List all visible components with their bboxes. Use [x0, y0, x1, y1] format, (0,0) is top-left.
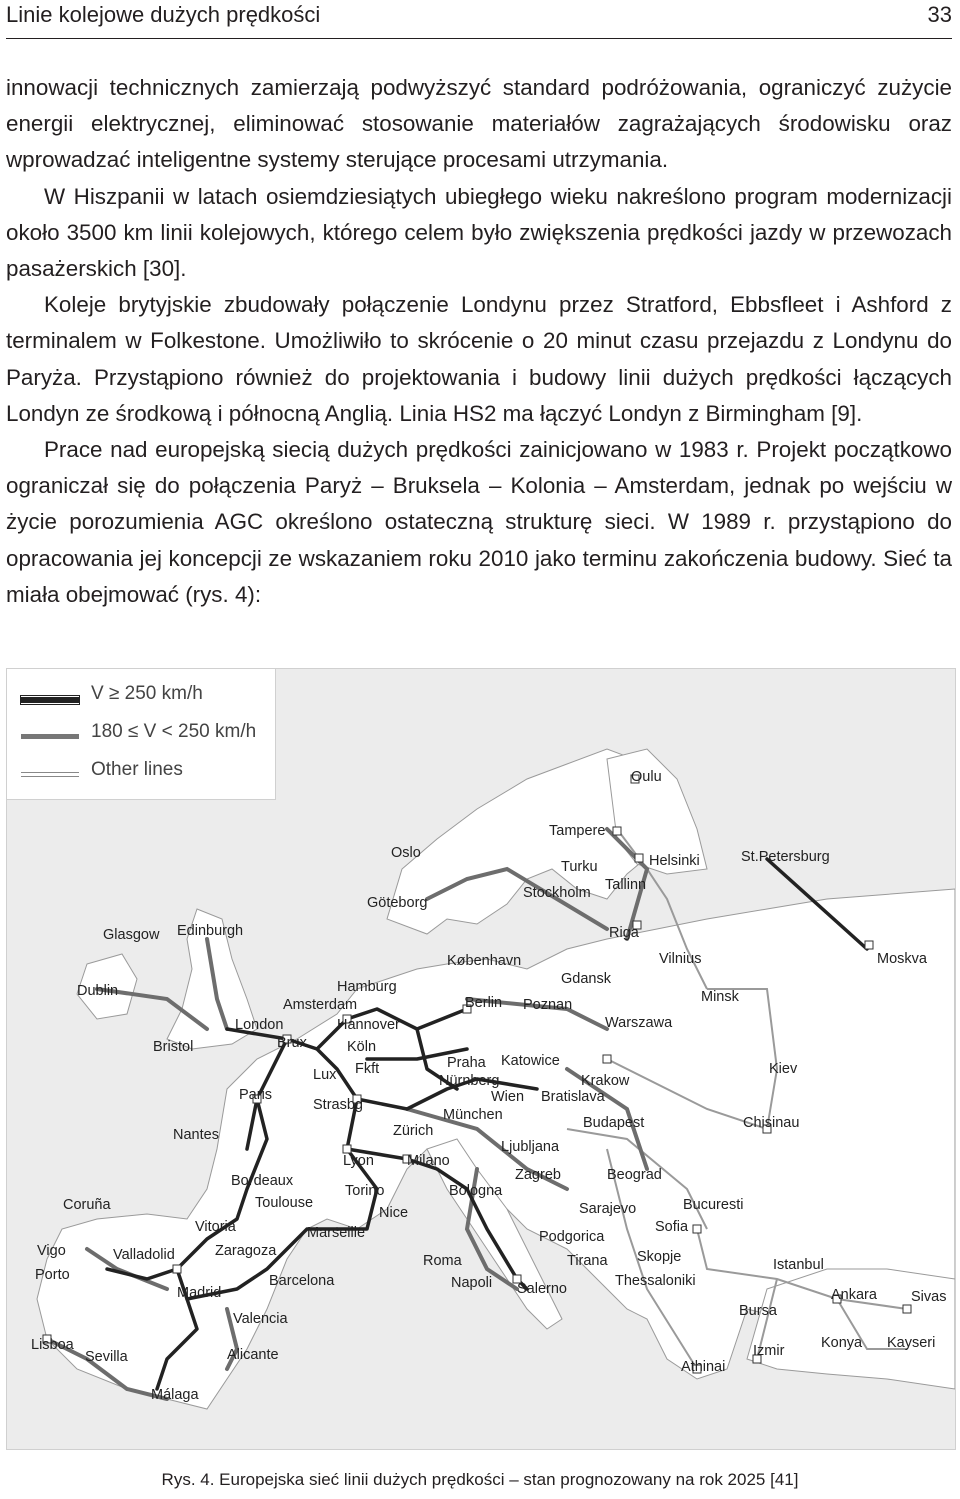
city-label: Alicante	[227, 1347, 279, 1363]
city-label: Ljubljana	[501, 1139, 560, 1155]
city-label: Sofia	[655, 1219, 689, 1235]
city-label: Wien	[491, 1089, 525, 1105]
city-label: Strasbg	[313, 1097, 363, 1113]
other-line-swatch	[21, 772, 79, 777]
city-label: Oslo	[391, 845, 421, 861]
city-label: Katowice	[501, 1053, 560, 1069]
city-label: Coruña	[63, 1197, 111, 1213]
city-label: Tampere	[549, 823, 606, 839]
city-label: Moskva	[877, 951, 927, 967]
city-label: Vilnius	[659, 951, 702, 967]
city-label: München	[443, 1107, 503, 1123]
city-label: Köln	[347, 1039, 377, 1055]
map-legend	[7, 669, 276, 800]
medium-speed-line-swatch	[21, 734, 79, 739]
city-label: Lyon	[343, 1153, 374, 1169]
europe-rail-map	[6, 668, 956, 1450]
running-title: Linie kolejowe dużych prędkości	[6, 2, 321, 27]
city-label: Nürnberg	[439, 1073, 500, 1089]
city-label: Konya	[821, 1335, 863, 1351]
city-label: Dublin	[77, 983, 119, 999]
city-label: Nantes	[173, 1127, 219, 1143]
city-label: Skopje	[637, 1249, 682, 1265]
city-label: Chisinau	[743, 1115, 800, 1131]
city-label: Marseille	[307, 1225, 366, 1241]
city-label: Poznan	[523, 997, 573, 1013]
city-label: Athinai	[681, 1359, 726, 1375]
city-label: Glasgow	[103, 927, 160, 943]
city-label: Oulu	[631, 769, 662, 785]
city-label: Gdansk	[561, 971, 611, 987]
city-label: Kiev	[769, 1061, 798, 1077]
city-label: Krakow	[581, 1073, 630, 1089]
city-label: Nice	[379, 1205, 409, 1221]
legend-label: 180 ≤ V < 250 km/h	[91, 721, 257, 742]
city-label: Minsk	[701, 989, 739, 1005]
city-label: Bordeaux	[231, 1173, 294, 1189]
city-label: Berlin	[465, 995, 503, 1011]
running-header	[6, 0, 952, 39]
body-text	[6, 70, 952, 613]
paragraph: Prace nad europejską siecią dużych prędkości zainicjowano w 1983 r. Projekt początkowo ograniczał się do połączenia Paryż – Bruksela – Kolonia – Amsterdam, jednak po wejściu w życie porozumienia AGC określono ostateczną strukturę sieci. W 1989 r. przystąpiono do opracowania jej koncepcji ze wskazaniem roku 2010 jako terminu zakończenia budowy. Sieć ta miała obejmować (rys. 4):	[6, 437, 952, 607]
city-label: Beograd	[607, 1167, 662, 1183]
paragraph: innowacji technicznych zamierzają podwyższyć standard podróżowania, ograniczyć zużycie energii elektrycznej, eliminować stosowanie materiałów zagrażających środowisku oraz wprowadzać inteligentne systemy sterujące procesami utrzymania.	[6, 75, 952, 173]
city-label: Torino	[345, 1183, 385, 1199]
paragraph: Koleje brytyjskie zbudowały połączenie Londynu przez Stratford, Ebbsfleet i Ashford z terminalem w Folkestone. Umożliwiło to skrócenie o 20 minut czasu przejazdu z Londynu do Paryża. Przystąpiono również do projektowania i budowy linii dużych prędkości łączących Londyn ze środkową i północną Anglią. Linia HS2 ma łączyć Londyn z Birmingham [9].	[6, 292, 952, 426]
city-label: Edinburgh	[177, 923, 244, 939]
city-label: Göteborg	[367, 895, 428, 911]
city-label: Turku	[561, 859, 598, 875]
city-label: London	[235, 1017, 284, 1033]
city-label: Izmir	[753, 1343, 785, 1359]
city-label: Paris	[239, 1087, 273, 1103]
city-label: Salerno	[517, 1281, 567, 1297]
city-label: Lisboa	[31, 1337, 74, 1353]
legend-label: Other lines	[91, 759, 183, 780]
city-label: Málaga	[151, 1387, 199, 1403]
city-label: Zaragoza	[215, 1243, 277, 1259]
city-label: Valencia	[233, 1311, 288, 1327]
city-label: Porto	[35, 1267, 70, 1283]
city-label: Sevilla	[85, 1349, 128, 1365]
city-label: Hamburg	[337, 979, 397, 995]
city-label: Bristol	[153, 1039, 194, 1055]
city-label: Helsinki	[649, 853, 700, 869]
city-label: Budapest	[583, 1115, 645, 1131]
city-label: Vigo	[37, 1243, 66, 1259]
city-label: Lux	[313, 1067, 337, 1083]
city-label: Sivas	[911, 1289, 947, 1305]
city-label: Bratislava	[541, 1089, 605, 1105]
paragraph: W Hiszpanii w latach osiemdziesiątych ubiegłego wieku nakreślono program modernizacji około 3500 km linii kolejowych, którego celem było zwiększenia prędkości jazdy w przewozach pasażerskich [30].	[6, 183, 952, 282]
city-label: Bucuresti	[683, 1197, 744, 1213]
city-label: Warszawa	[605, 1015, 673, 1031]
city-label: Brux	[277, 1035, 307, 1051]
figure-caption: Rys. 4. Europejska sieć linii dużych prędkości – stan prognozowany na rok 2025 [41]	[161, 1470, 799, 1489]
city-label: Praha	[447, 1055, 486, 1071]
city-label: Tallinn	[605, 877, 647, 893]
city-label: Ankara	[831, 1287, 877, 1303]
city-label: Sarajevo	[579, 1201, 637, 1217]
city-label: Toulouse	[255, 1195, 314, 1211]
city-label: Amsterdam	[283, 997, 358, 1013]
city-label: Roma	[423, 1253, 462, 1269]
city-label: Fkft	[355, 1061, 380, 1077]
city-label: Barcelona	[269, 1273, 335, 1289]
city-label: Kayseri	[887, 1335, 936, 1351]
city-label: Zürich	[393, 1123, 434, 1139]
legend-label: V ≥ 250 km/h	[91, 683, 203, 704]
city-label: St.Petersburg	[741, 849, 830, 865]
city-label: Istanbul	[773, 1257, 824, 1273]
city-label: Valladolid	[113, 1247, 175, 1263]
city-label: Tirana	[567, 1253, 608, 1269]
high-speed-line-swatch	[21, 696, 79, 704]
city-label: Thessaloniki	[615, 1273, 696, 1289]
city-label: København	[447, 953, 522, 969]
city-label: Stockholm	[523, 885, 591, 901]
city-label: Zagreb	[515, 1167, 561, 1183]
city-label: Podgorica	[539, 1229, 605, 1245]
city-label: Madrid	[177, 1285, 222, 1301]
city-label: Riga	[609, 925, 639, 941]
city-label: Bursa	[739, 1303, 777, 1319]
city-label: Bologna	[449, 1183, 503, 1199]
city-label: Hannover	[337, 1017, 400, 1033]
city-label: Milano	[407, 1153, 450, 1169]
city-label: Napoli	[451, 1275, 493, 1291]
city-label: Vitoria	[195, 1219, 236, 1235]
page-number: 33	[927, 2, 952, 27]
